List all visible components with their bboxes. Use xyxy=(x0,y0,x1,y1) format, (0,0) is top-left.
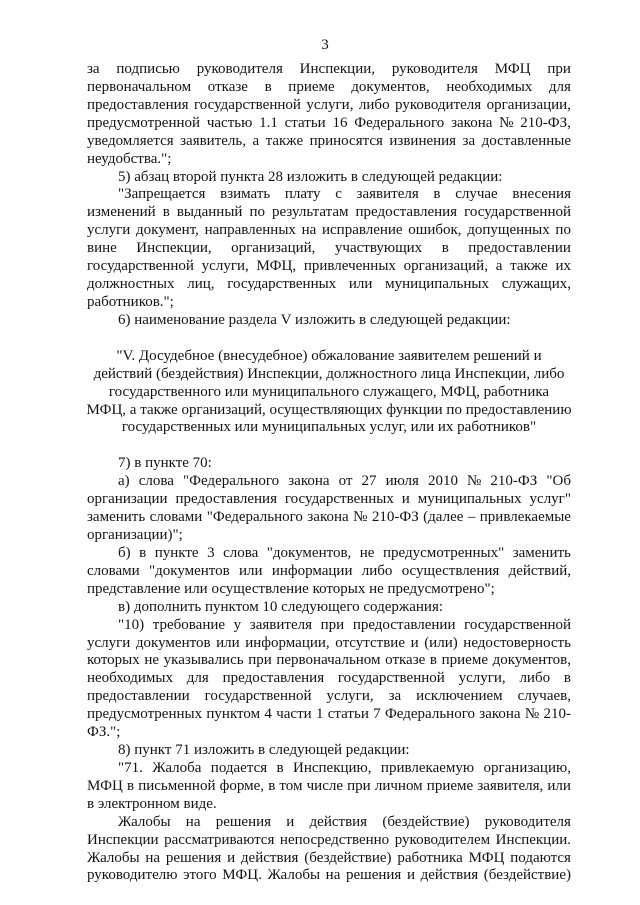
word: МФЦ xyxy=(87,777,123,794)
word: заявителя xyxy=(356,186,419,203)
text-line xyxy=(87,670,571,688)
word: государственных xyxy=(284,491,394,508)
word: в xyxy=(433,186,441,203)
word: отказе xyxy=(207,78,248,95)
word: руководителя xyxy=(395,96,482,113)
word: руководителем xyxy=(394,831,491,848)
word: и xyxy=(410,634,419,651)
word: № xyxy=(499,114,514,131)
text-line xyxy=(87,79,571,97)
text-line xyxy=(87,867,571,885)
word: приеме xyxy=(426,777,474,794)
word: услуги xyxy=(87,634,131,651)
word: организаций, xyxy=(403,258,488,275)
word: предусмотренной xyxy=(87,114,201,131)
text-line: организации)"; xyxy=(87,526,183,543)
word: услуг" xyxy=(529,491,571,508)
document-body xyxy=(87,61,571,885)
word: привлеченных xyxy=(303,258,396,275)
word: (далее xyxy=(423,509,464,526)
paragraph xyxy=(87,599,571,617)
word: закона xyxy=(451,114,493,131)
paragraph xyxy=(87,169,571,187)
word: отсутствие xyxy=(335,634,405,651)
word: статьи xyxy=(327,706,369,723)
word: услуги, xyxy=(326,688,374,705)
text-line: 8) пункт 71 изложить в следующей редакции: xyxy=(118,742,410,759)
text-line xyxy=(87,491,571,509)
text-line xyxy=(87,545,571,563)
word: государственной xyxy=(464,616,571,633)
word: заявителя xyxy=(249,616,312,633)
word: Инспекции. xyxy=(495,831,571,848)
word: том xyxy=(279,777,303,794)
word: участвующих xyxy=(334,240,423,257)
word: предоставлении xyxy=(468,240,571,257)
text-line xyxy=(87,617,571,635)
word: Жалоба xyxy=(152,759,202,776)
word: в xyxy=(429,652,438,669)
word: – xyxy=(467,509,476,526)
word: "Федерального xyxy=(206,509,303,526)
text-line xyxy=(87,258,571,276)
text-line xyxy=(87,814,571,832)
text-line xyxy=(87,832,571,850)
word: предоставлении xyxy=(352,616,456,633)
word: в xyxy=(264,78,272,95)
word: июля xyxy=(385,473,419,490)
word: для xyxy=(548,78,571,95)
word: документов, xyxy=(492,652,571,669)
word: и xyxy=(227,849,236,866)
word: действия xyxy=(240,849,299,866)
word: приеме xyxy=(288,78,335,95)
word: уведомляется xyxy=(87,132,174,149)
word: № xyxy=(524,706,540,723)
word: информации, xyxy=(245,634,330,651)
word: услуги xyxy=(87,222,131,239)
word: организации, xyxy=(486,96,571,113)
word: на xyxy=(325,867,341,884)
word: непосредственно xyxy=(279,831,390,848)
word: первоначальном xyxy=(276,652,381,669)
word: организации xyxy=(87,491,168,508)
word: на xyxy=(185,813,201,830)
word: заменить xyxy=(87,509,146,526)
word: "Федерального xyxy=(183,473,280,490)
word: словами xyxy=(149,509,203,526)
word: решения xyxy=(165,849,222,866)
word: или xyxy=(216,634,240,651)
word: форме, xyxy=(219,777,265,794)
word: (бездействие) xyxy=(304,849,392,866)
heading-line: МФЦ, а также организаций, осуществляющих функции по предоставлению xyxy=(86,401,572,418)
word: при xyxy=(547,61,571,77)
word: № xyxy=(467,473,482,490)
word: "71. xyxy=(118,759,143,776)
word: первоначальном xyxy=(87,78,192,95)
word: на xyxy=(145,849,161,866)
paragraph xyxy=(87,186,571,311)
word: необходимых xyxy=(446,78,533,95)
word: должностных xyxy=(87,276,175,293)
text-line xyxy=(87,133,571,151)
text-line: работников."; xyxy=(87,293,174,310)
word: привлекаемые xyxy=(479,509,571,526)
word: закона xyxy=(479,706,521,723)
word: государственной xyxy=(194,96,301,113)
word: 210-ФЗ, xyxy=(520,114,571,131)
word: услуги, xyxy=(201,258,249,275)
word: 7 xyxy=(373,706,381,723)
word: заявителя, xyxy=(477,777,544,794)
word: подается xyxy=(210,759,268,776)
word: 1 xyxy=(315,706,324,723)
paragraph xyxy=(87,742,571,760)
word: Федерального xyxy=(354,114,445,131)
word: у xyxy=(233,616,242,633)
text-line xyxy=(87,115,571,133)
text-line: в электронном виде. xyxy=(87,795,217,812)
word: при xyxy=(248,652,272,669)
word: с xyxy=(335,186,342,203)
word: закона xyxy=(288,473,330,490)
text-line xyxy=(87,61,571,79)
word: слова xyxy=(138,473,174,490)
word: служащих, xyxy=(501,276,571,293)
word: и xyxy=(286,813,295,830)
word: изменений xyxy=(87,204,156,221)
word: осуществления xyxy=(401,562,500,579)
word: предусмотренных xyxy=(87,706,203,723)
word: заменить xyxy=(512,544,571,561)
text-line xyxy=(87,186,571,204)
word: привлекаемую xyxy=(380,759,475,776)
text-line: 6) наименование раздела V изложить в следующей редакции: xyxy=(118,311,511,328)
paragraph xyxy=(87,760,571,814)
word: действий, xyxy=(508,562,571,579)
word: МФЦ. xyxy=(222,867,262,884)
word: а xyxy=(252,132,260,149)
word: в xyxy=(563,670,571,687)
text-line xyxy=(87,850,571,868)
word: в xyxy=(276,759,284,776)
word: (бездействие) xyxy=(382,813,470,830)
word: пунктом xyxy=(206,706,261,723)
word: приеме xyxy=(441,652,488,669)
word: внесения xyxy=(512,186,571,203)
paragraph xyxy=(87,545,571,599)
word: отказе xyxy=(385,652,426,669)
word: выданный xyxy=(176,204,243,221)
word: предусмотренных" xyxy=(382,544,505,561)
word: 16 xyxy=(332,114,348,131)
word: части xyxy=(276,706,312,723)
paragraph xyxy=(87,473,571,545)
word: либо xyxy=(361,562,393,579)
word: или xyxy=(239,562,263,579)
text-line xyxy=(87,760,571,778)
word: их xyxy=(555,258,571,275)
text-line: ФЗ."; xyxy=(87,724,121,741)
text-line: в) дополнить пунктом 10 следующего содержания: xyxy=(118,598,444,615)
word: также xyxy=(265,132,304,149)
heading-line: действий (бездействия) Инспекции, должностного лица Инспекции, либо xyxy=(93,365,565,382)
word: слова xyxy=(223,544,259,561)
word: предоставления xyxy=(87,96,189,113)
word: Федерального xyxy=(384,706,475,723)
word: рассматриваются xyxy=(164,831,275,848)
section-heading xyxy=(74,348,584,438)
word: предоставления xyxy=(222,670,325,687)
word: информации xyxy=(271,562,353,579)
word: государственных xyxy=(227,276,337,293)
word: муниципальных xyxy=(385,276,489,293)
word: государственной xyxy=(87,258,194,275)
word: письменной xyxy=(138,777,216,794)
word: 210-ФЗ xyxy=(371,509,419,526)
word: исправление xyxy=(321,222,403,239)
word: не xyxy=(359,544,375,561)
heading-line: государственных или муниципальных услуг, или их работников" xyxy=(121,419,537,436)
word: в xyxy=(441,240,449,257)
word: в xyxy=(139,544,147,561)
word: от xyxy=(338,473,353,490)
text-line xyxy=(87,688,571,706)
word: пункте xyxy=(154,544,199,561)
word: по xyxy=(555,222,571,239)
text-line: представление или осуществление которых не предусмотрено"; xyxy=(87,580,495,597)
text-line xyxy=(87,473,571,491)
word: направленных xyxy=(204,222,296,239)
word: руководителю xyxy=(87,867,178,884)
word: плату xyxy=(284,186,321,203)
word: организацию, xyxy=(483,759,571,776)
word: документов, xyxy=(351,78,430,95)
word: этого xyxy=(183,867,217,884)
word: исключением xyxy=(416,688,503,705)
word: Жалобы xyxy=(87,849,140,866)
word: а) xyxy=(118,473,130,490)
paragraph xyxy=(87,617,571,742)
word: необходимых xyxy=(87,670,173,687)
word: также xyxy=(510,258,548,275)
word: заявитель, xyxy=(180,132,246,149)
text-line xyxy=(87,97,571,115)
word: не xyxy=(144,652,160,669)
word: частью xyxy=(206,114,253,131)
word: "документов, xyxy=(266,544,352,561)
word: 27 xyxy=(361,473,377,490)
word: в xyxy=(126,777,135,794)
word: числе xyxy=(306,777,344,794)
word: за xyxy=(388,688,402,705)
word: и xyxy=(401,491,410,508)
word: лиц, xyxy=(187,276,215,293)
word: документов xyxy=(135,634,211,651)
word: закона xyxy=(307,509,349,526)
word: МФЦ, xyxy=(256,258,297,275)
text-line xyxy=(87,706,571,724)
word: услуги, xyxy=(306,96,354,113)
word: 210- xyxy=(543,706,571,723)
word: "10) xyxy=(118,616,145,633)
text-line xyxy=(87,635,571,653)
word: руководителя xyxy=(391,61,478,77)
word: случае xyxy=(455,186,498,203)
text-line: 7) в пункте 70: xyxy=(118,455,212,472)
text-line xyxy=(87,240,571,258)
word: для xyxy=(186,670,209,687)
text-line xyxy=(87,509,571,527)
word: подаются xyxy=(510,849,571,866)
word: 4 xyxy=(264,706,272,723)
word: "Запрещается xyxy=(118,186,206,203)
word: Инспекции, xyxy=(136,240,212,257)
word: ошибок, xyxy=(408,222,462,239)
word: решения xyxy=(345,867,402,884)
word: организаций, xyxy=(231,240,316,257)
word: государственной xyxy=(204,688,312,705)
word: "Об xyxy=(546,473,571,490)
word: извинения xyxy=(389,132,457,149)
word: личном xyxy=(374,777,423,794)
word: и xyxy=(406,867,415,884)
word: 2010 xyxy=(427,473,458,490)
word: МФЦ xyxy=(468,849,505,866)
word: допущенных xyxy=(467,222,550,239)
word: предоставления xyxy=(355,204,458,221)
word: или xyxy=(547,777,571,794)
text-line xyxy=(87,652,571,670)
word: при xyxy=(320,616,345,633)
word: № xyxy=(353,509,368,526)
word: Инспекцию, xyxy=(293,759,372,776)
word: по xyxy=(249,204,266,221)
word: предоставления xyxy=(175,491,277,508)
blank-line xyxy=(87,330,571,348)
text-line xyxy=(87,204,571,222)
word: 3 xyxy=(207,544,215,561)
paragraph xyxy=(87,455,571,473)
word: а xyxy=(495,258,503,275)
word: Жалобы xyxy=(118,813,171,830)
word: которых xyxy=(87,652,140,669)
word: вине xyxy=(87,240,117,257)
word: МФЦ xyxy=(494,61,531,77)
word: случаев, xyxy=(517,688,571,705)
text-line xyxy=(87,778,571,796)
page-number: 3 xyxy=(321,37,329,53)
word: за xyxy=(462,132,476,149)
word: Жалобы xyxy=(267,867,321,884)
word: действия xyxy=(309,813,368,830)
word: предоставлении xyxy=(87,688,190,705)
text-line xyxy=(87,276,571,294)
word: либо xyxy=(358,96,390,113)
word: услуги, xyxy=(458,670,506,687)
word: в xyxy=(162,204,170,221)
word: государственной xyxy=(337,670,445,687)
word: взимать xyxy=(220,186,271,203)
blank-line xyxy=(87,437,571,455)
word: "документов xyxy=(148,562,230,579)
heading-line: "V. Досудебное (внесудебное) обжалование заявителем решений и xyxy=(116,347,542,364)
word: Инспекции xyxy=(87,831,159,848)
word: государственной xyxy=(464,204,571,221)
text-line: 5) абзац второй пункта 28 изложить в следующей редакции: xyxy=(118,168,503,185)
word: Инспекции, xyxy=(299,61,375,77)
word: работника xyxy=(397,849,463,866)
word: недостоверность xyxy=(463,634,571,651)
word: за xyxy=(87,61,100,77)
word: подписью xyxy=(116,61,180,77)
word: доставленные xyxy=(481,132,571,149)
word: либо xyxy=(519,670,551,687)
word: муниципальных xyxy=(417,491,522,508)
paragraph xyxy=(87,312,571,330)
word: б) xyxy=(118,544,131,561)
word: словами xyxy=(87,562,140,579)
word: статьи xyxy=(284,114,326,131)
text-line xyxy=(87,222,571,240)
word: на xyxy=(301,222,317,239)
word: руководителя xyxy=(484,813,571,830)
text-line: неудобства."; xyxy=(87,150,172,167)
word: результатам xyxy=(272,204,349,221)
text-line xyxy=(87,563,571,581)
paragraph xyxy=(87,61,571,169)
word: действия xyxy=(420,867,479,884)
word: 210-ФЗ xyxy=(490,473,538,490)
word: документ, xyxy=(136,222,199,239)
word: в xyxy=(268,777,276,794)
word: приносятся xyxy=(309,132,383,149)
word: требование xyxy=(152,616,226,633)
word: при xyxy=(347,777,371,794)
heading-line: государственного или муниципального служащего, МФЦ, работника xyxy=(108,383,550,400)
word: 1.1 xyxy=(259,114,278,131)
word: указывались xyxy=(163,652,244,669)
word: решения xyxy=(215,813,272,830)
paragraph xyxy=(87,814,571,886)
word: или xyxy=(348,276,373,293)
word: (бездействие) xyxy=(483,867,571,884)
word: руководителя xyxy=(196,61,283,77)
word: (или) xyxy=(424,634,458,651)
